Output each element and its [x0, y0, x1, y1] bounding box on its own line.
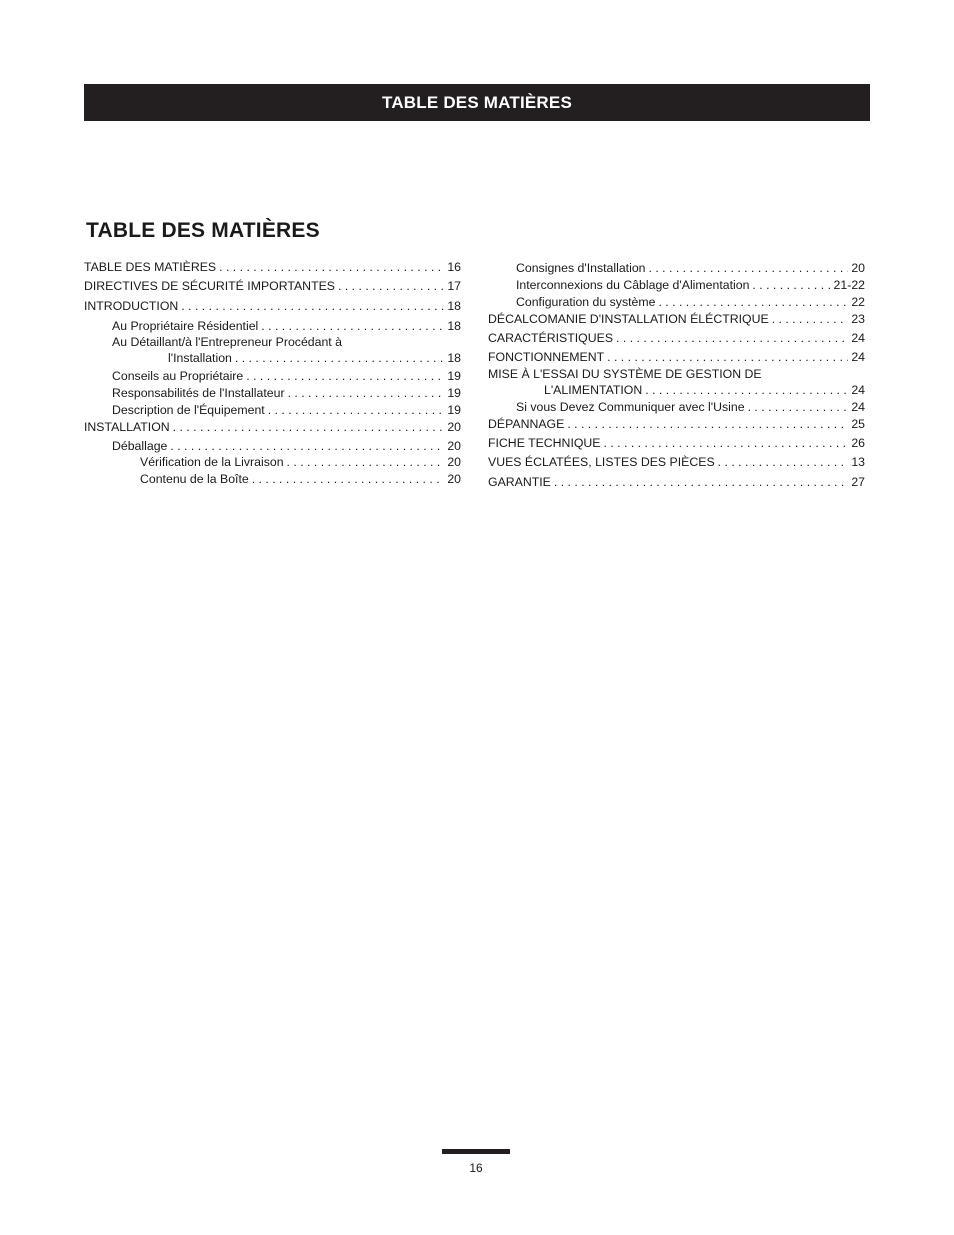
toc-leader-dots [268, 402, 445, 418]
toc-leader-dots [752, 277, 830, 293]
toc-entry-page: 18 [447, 351, 461, 365]
toc-entry-title: Interconnexions du Câblage d'Alimentation [516, 278, 750, 292]
toc-entry-page: 18 [447, 319, 461, 333]
toc-entry-page: 19 [447, 386, 461, 400]
toc-entry-page: 20 [447, 472, 461, 486]
toc-entry[interactable] [112, 318, 461, 334]
toc-entry[interactable] [488, 366, 865, 398]
toc-entry-page: 27 [851, 475, 865, 489]
toc-entry-title: Responsabilités de l'Installateur [112, 386, 285, 400]
toc-leader-dots [181, 298, 444, 314]
toc-entry[interactable] [488, 474, 865, 490]
toc-entry-page: 20 [447, 455, 461, 469]
toc-entry[interactable] [84, 298, 461, 314]
toc-leader-dots [748, 399, 849, 415]
toc-entry[interactable] [516, 294, 865, 310]
toc-entry-page: 25 [851, 417, 865, 431]
toc-entry[interactable] [488, 416, 865, 432]
toc-entry[interactable] [84, 419, 461, 435]
page-number: 16 [469, 1161, 483, 1175]
toc-entry[interactable] [140, 454, 461, 470]
toc-entry-page: 20 [447, 439, 461, 453]
toc-leader-dots [772, 311, 849, 327]
toc-leader-dots [649, 260, 849, 276]
toc-entry-title: Conseils au Propriétaire [112, 369, 244, 383]
toc-entry-page: 23 [851, 312, 865, 326]
toc-entry[interactable] [488, 454, 865, 470]
toc-entry-title: VUES ÉCLATÉES, LISTES DES PIÈCES [488, 455, 715, 469]
toc-entry-title: Si vous Devez Communiquer avec l'Usine [516, 400, 745, 414]
toc-entry-title: DÉPANNAGE [488, 417, 565, 431]
footer-rule [442, 1149, 510, 1154]
toc-entry-title: Déballage [112, 439, 168, 453]
toc-leader-dots [338, 278, 444, 294]
toc-entry-title: GARANTIE [488, 475, 551, 489]
toc-entry-page: 19 [447, 403, 461, 417]
toc-entry[interactable] [112, 385, 461, 401]
toc-entry[interactable] [112, 402, 461, 418]
toc-entry-page: 17 [447, 279, 461, 293]
toc-entry[interactable] [516, 260, 865, 276]
toc-entry-title: FONCTIONNEMENT [488, 350, 605, 364]
toc-entry-page: 19 [447, 369, 461, 383]
toc-entry-page: 20 [447, 420, 461, 434]
toc-leader-dots [607, 349, 848, 365]
toc-entry-title: FICHE TECHNIQUE [488, 436, 601, 450]
toc-entry-title: DIRECTIVES DE SÉCURITÉ IMPORTANTES [84, 279, 335, 293]
toc-entry-title: CARACTÉRISTIQUES [488, 331, 614, 345]
toc-entry[interactable] [488, 311, 865, 327]
toc-entry[interactable] [112, 438, 461, 454]
toc-entry[interactable] [112, 368, 461, 384]
toc-entry[interactable] [488, 330, 865, 346]
toc-entry-page: 26 [851, 436, 865, 450]
toc-entry-title: Au Propriétaire Résidentiel [112, 319, 259, 333]
toc-entry-title: Consignes d'Installation [516, 261, 646, 275]
toc-entry-title-line1: MISE À L'ESSAI DU SYSTÈME DE GESTION DE [488, 367, 762, 381]
toc-leader-dots [235, 350, 444, 366]
toc-entry-page: 16 [447, 260, 461, 274]
header-banner [84, 84, 870, 121]
toc-leader-dots [246, 368, 444, 384]
toc-entry-page: 24 [851, 331, 865, 345]
toc-leader-dots [616, 330, 848, 346]
toc-leader-dots [252, 471, 445, 487]
header-banner-title: TABLE DES MATIÈRES [382, 92, 572, 112]
toc-entry[interactable] [488, 349, 865, 365]
toc-entry-title: INTRODUCTION [84, 299, 179, 313]
toc-entry-title: L'ALIMENTATION [544, 383, 643, 397]
toc-leader-dots [604, 435, 849, 451]
toc-entry[interactable] [488, 435, 865, 451]
toc-entry-page: 21-22 [833, 278, 865, 292]
toc-entry-page: 22 [851, 295, 865, 309]
toc-entry[interactable] [112, 334, 461, 366]
toc-leader-dots [554, 474, 848, 490]
toc-leader-dots [287, 454, 445, 470]
toc-leader-dots [658, 294, 848, 310]
toc-leader-dots [567, 416, 848, 432]
toc-leader-dots [718, 454, 849, 470]
toc-entry-title: INSTALLATION [84, 420, 170, 434]
toc-entry[interactable] [84, 278, 461, 294]
toc-entry[interactable] [516, 399, 865, 415]
toc-entry-page: 24 [851, 350, 865, 364]
toc-entry-title: DÉCALCOMANIE D'INSTALLATION ÉLÉCTRIQUE [488, 312, 769, 326]
toc-entry-page: 18 [447, 299, 461, 313]
toc-leader-dots [288, 385, 445, 401]
toc-entry-title: TABLE DES MATIÈRES [84, 260, 217, 274]
toc-leader-dots [219, 259, 444, 275]
toc-entry-page: 24 [851, 400, 865, 414]
toc-entry-title: Configuration du système [516, 295, 656, 309]
toc-entry-page: 20 [851, 261, 865, 275]
toc-entry-title-line1: Au Détaillant/à l'Entrepreneur Procédant à [112, 335, 342, 349]
toc-entry[interactable] [516, 277, 865, 293]
toc-entry-title: Contenu de la Boîte [140, 472, 249, 486]
toc-entry-page: 24 [851, 383, 865, 397]
toc-entry[interactable] [140, 471, 461, 487]
toc-entry-title: Description de l'Équipement [112, 403, 265, 417]
toc-leader-dots [173, 419, 445, 435]
toc-entry[interactable] [84, 259, 461, 275]
toc-leader-dots [645, 382, 848, 398]
toc-entry-title: Vérification de la Livraison [140, 455, 284, 469]
page-title: TABLE DES MATIÈRES [86, 219, 320, 242]
toc-leader-dots [261, 318, 444, 334]
toc-entry-page: 13 [851, 455, 865, 469]
toc-leader-dots [170, 438, 444, 454]
toc-entry-title: l'Installation [168, 351, 232, 365]
